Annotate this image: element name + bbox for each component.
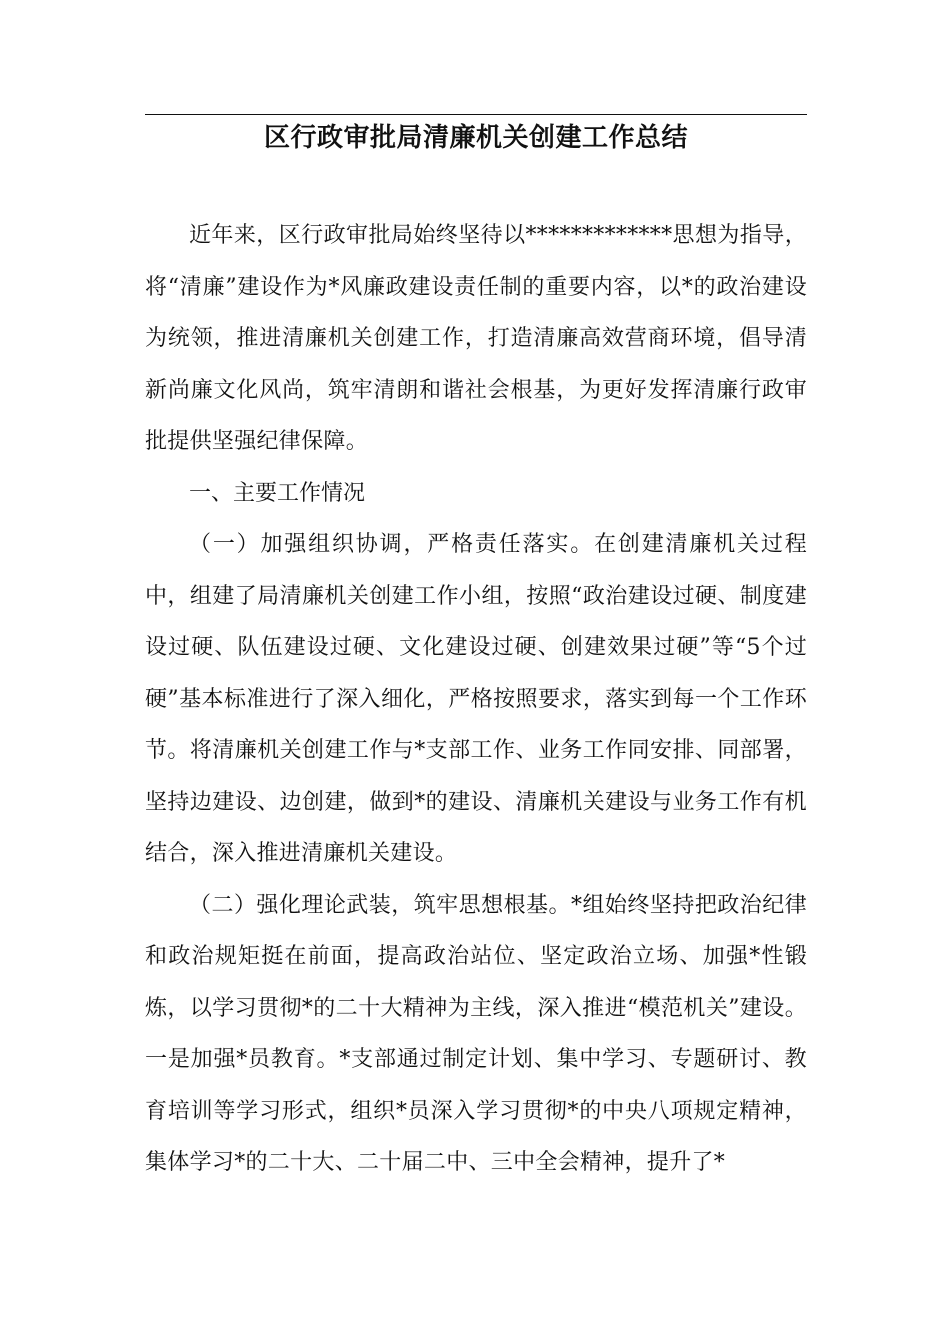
header-rule	[145, 114, 807, 115]
body-paragraph: （二）强化理论武装，筑牢思想根基。*组始终坚持把政治纪律和政治规矩挺在前面，提高政治站位、坚定政治立场、加强*性锻炼，以学习贯彻*的二十大精神为主线，深入推进“模范机关”建设。一是加强*员教育。*支部通过制定计划、集中学习、专题研讨、教育培训等学习形式，组织*员深入学习贯彻*的中央八项规定精神，集体学习*的二十大、二十届二中、三中全会精神，提升了*	[145, 892, 807, 1175]
body-paragraph: （一）加强组织协调，严格责任落实。在创建清廉机关过程中，组建了局清廉机关创建工作小组，按照“政治建设过硬、制度建设过硬、队伍建设过硬、文化建设过硬、创建效果过硬”等“5个过硬”基本标准进行了深入细化，严格按照要求，落实到每一个工作环节。将清廉机关创建工作与*支部工作、业务工作同安排、同部署，坚持边建设、边创建，做到*的建设、清廉机关建设与业务工作有机结合，深入推进清廉机关建设。	[145, 532, 807, 866]
section-heading: 一、主要工作情况	[189, 480, 366, 506]
intro-paragraph: 近年来，区行政审批局始终坚待以*************思想为指导，将“清廉”建设作为*风廉政建设责任制的重要内容，以*的政治建设为统领，推进清廉机关创建工作，打造清廉高效营商环境，倡导清新尚廉文化风尚，筑牢清朗和谐社会根基，为更好发挥清廉行政审批提供坚强纪律保障。	[145, 223, 807, 454]
document-title: 区行政审批局清廉机关创建工作总结	[263, 123, 688, 153]
document-body	[145, 210, 807, 1189]
